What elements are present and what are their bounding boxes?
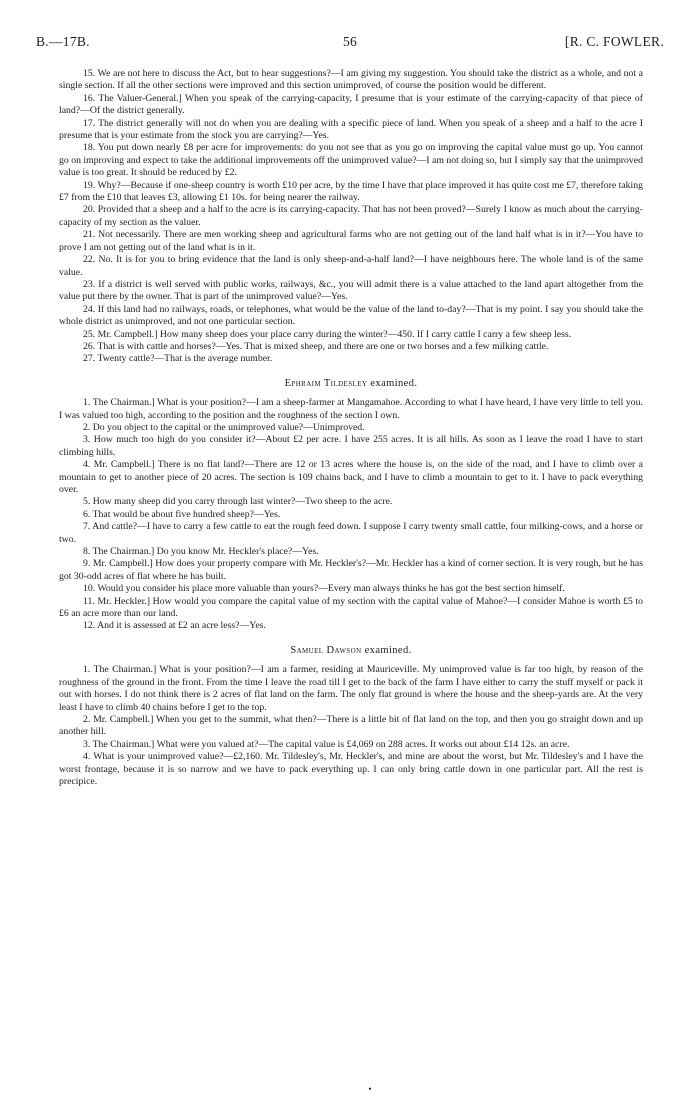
document-reference: B.—17B. [36,34,90,49]
question-paragraph: 11. Mr. Heckler.] How would you compare the capital value of my section with the capital value of Mahoe?—I consider Mahoe is worth £5 to £6 an acre more than our land. [59,595,643,620]
question-paragraph: 19. Why?—Because if one-sheep country is worth £10 per acre, by the time I have that place improved it has quite cost me £7, therefore taking £7 from the £10 that leaves £3, allowing £1 10s. for being nearer the railway. [59,179,643,204]
witness-heading-suffix: examined. [364,644,412,656]
question-paragraph: 17. The district generally will not do when you are dealing with a specific piece of land. When you speak of a sheep and a half to the acre I presume that is your estimate from the stock you are carrying?—Yes. [59,117,643,142]
question-paragraph: 4. Mr. Campbell.] There is no flat land?—There are 12 or 13 acres where the house is, on the side of the road, and I have to climb over a mountain to get to another piece of 20 acres. The section is 109 chains back, and I have to climb a mountain to get to it. I have to pack everything over. [59,459,643,495]
question-paragraph: 8. The Chairman.] Do you know Mr. Heckler's place?—Yes. [83,546,319,558]
question-paragraph: 16. The Valuer-General.] When you speak of the carrying-capacity, I presume that is your estimate of the carrying-capacity of that piece of land?—Of the district generally. [59,92,643,117]
question-paragraph: 3. How much too high do you consider it?—About £2 per acre. I have 255 acres. It is all hills. As soon as I leave the road I have to start climbing hills. [59,434,643,458]
section-dawson [59,664,643,788]
page-number: 56 [342,34,358,49]
section-tildesley [59,397,643,633]
question-paragraph: 25. Mr. Campbell.] How many sheep does your place carry during the winter?—450. If I carry cattle I carry a few sheep less. [83,328,572,340]
witness-name: Ephraim Tildesley [284,377,368,389]
witness-heading-dawson [59,645,643,657]
question-paragraph: 12. And it is assessed at £2 an acre less?—Yes. [83,620,266,632]
question-paragraph: 22. No. It is for you to bring evidence that the land is only sheep-and-a-half land?—I have neighbours here. The whole land is of the same value. [59,254,643,278]
question-paragraph: 24. If this land had no railways, roads, or telephones, what would be the value of the land to-day?—That is my point. I say you should take the whole district as unimproved, and not one particular section. [59,303,643,328]
question-paragraph: 15. We are not here to discuss the Act, but to hear suggestions?—I am giving my suggestion. You should take the district as a whole, and not a single section. If all the other sections were improved and this section unimproved, of course the position would be different. [59,68,643,92]
question-paragraph: 1. The Chairman.] What is your position?—I am a farmer, residing at Mauriceville. My unimproved value is far too high, by reason of the roughness of the ground in the front. From the time I leave the road till I get to the back of the farm I have either to carry the stuff myself or pack it out with horses. I do not think there is 2 acres of flat land on the farm. The only flat ground is where the house and the sheep-yards are. At the very least I have to climb 40 chains before I get to the top. [59,664,643,713]
witness-heading-suffix: examined. [370,377,418,389]
section-fowler-continued [59,68,643,366]
question-paragraph: 2. Mr. Campbell.] When you get to the summit, what then?—There is a little bit of flat land on the top, and then you go straight down and up another hill. [59,713,643,738]
footer-dot: • [368,1084,372,1094]
question-paragraph: 21. Not necessarily. There are men working sheep and agricultural farms who are not getting out of the land half what is in it?—You have to prove I am not getting out of the land what is in it. [59,229,643,253]
question-paragraph: 2. Do you object to the capital or the unimproved value?—Unimproved. [83,421,365,433]
question-paragraph: 23. If a district is well served with public works, railways, &c., you will admit there is a value attached to the land apart altogether from the value put there by the owner. That is part of the unimproved value?—Yes. [59,278,643,303]
question-paragraph: 7. And cattle?—I have to carry a few cattle to eat the rough feed down. I suppose I carry twenty small cattle, four milking-cows, and a horse or two. [59,521,643,545]
question-paragraph: 26. That is with cattle and horses?—Yes. That is mixed sheep, and there are one or two horses and a few milking cattle. [83,340,549,352]
page-body [59,68,643,788]
question-paragraph: 4. What is your unimproved value?—£2,160. Mr. Tildesley's, Mr. Heckler's, and mine are about the worst, but Mr. Tildesley's and I have the worst frontage, because it is so narrow and we have to pack everything up. I can only bring cattle down in one particular part. All the rest is precipice. [59,751,643,787]
witness-name-header: [R. C. FOWLER. [564,34,664,49]
question-paragraph: 20. Provided that a sheep and a half to the acre is its carrying-capacity. That has not been proved?—Surely I know as much about the carrying-capacity of my section as the valuer. [59,204,643,228]
question-paragraph: 27. Twenty cattle?—That is the average number. [83,353,273,365]
question-paragraph: 18. You put down nearly £8 per acre for improvements: do you not see that as you go on improving the capital value must go up. You cannot go on improving and expect to take the additional improvements off the unimproved value?—I am not doing so, but I simply say that the unimproved value is too great. It should be reduced by £2. [59,142,643,179]
question-paragraph: 1. The Chairman.] What is your position?—I am a sheep-farmer at Mangamahoe. According to what I have heard, I have very little to tell you. I was valued too high, according to the position and the roughness of the section I own. [59,397,643,421]
question-paragraph: 3. The Chairman.] What were you valued at?—The capital value is £4,069 on 288 acres. It works out about £14 12s. an acre. [83,738,570,750]
witness-heading-tildesley [59,378,643,390]
page-header [36,34,664,52]
question-paragraph: 10. Would you consider his place more valuable than yours?—Every man always thinks he has got the best section himself. [83,583,565,595]
question-paragraph: 9. Mr. Campbell.] How does your property compare with Mr. Heckler's?—Mr. Heckler has a kind of corner section. It is very rough, but he has got 30-odd acres of flat where he has built. [59,558,643,582]
witness-name: Samuel Dawson [290,644,362,656]
question-paragraph: 5. How many sheep did you carry through last winter?—Two sheep to the acre. [83,496,393,508]
question-paragraph: 6. That would be about five hundred sheep?—Yes. [83,508,281,520]
